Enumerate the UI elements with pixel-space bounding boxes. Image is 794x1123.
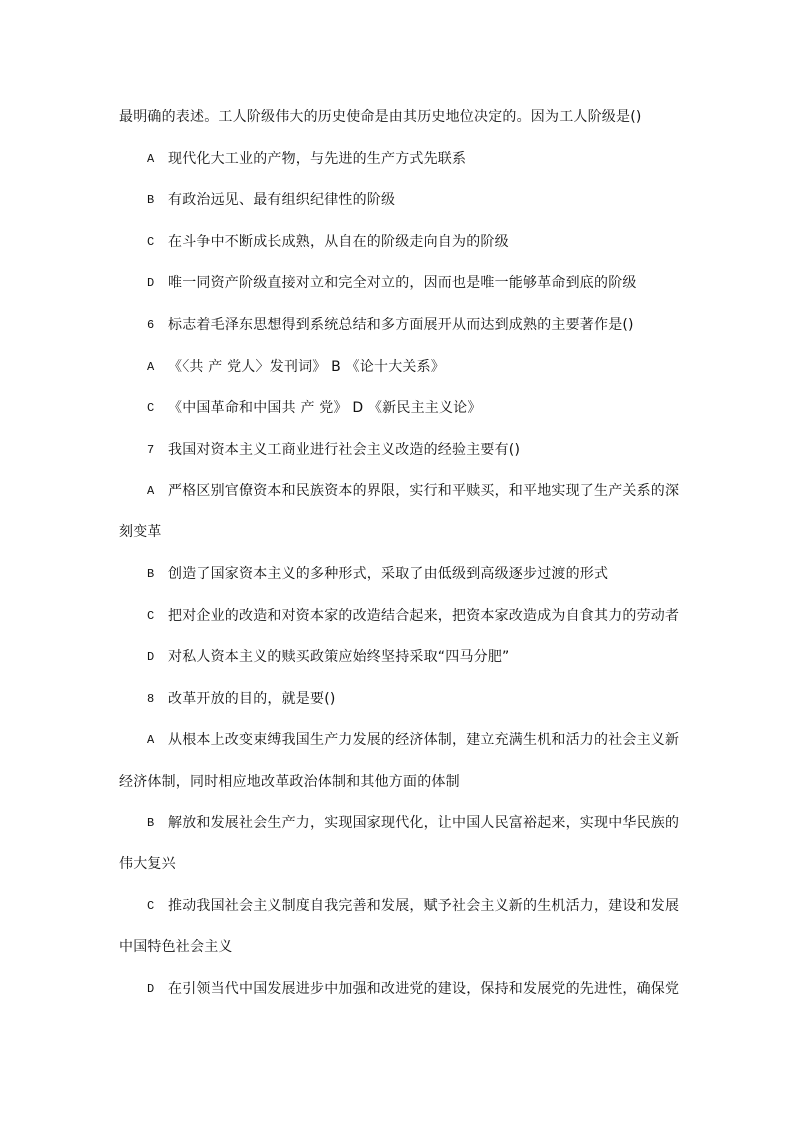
option-label: D [147, 650, 155, 664]
option-label: D [147, 276, 155, 290]
option-text: 把对企业的改造和对资本家的改造结合起来，把资本家改造成为自食其力的劳动者 [168, 608, 680, 624]
option-label: C [147, 899, 155, 913]
option-text: 刻变革 [119, 524, 162, 540]
option-label: B [147, 193, 155, 207]
question-text: 我国对资本主义工商业进行社会主义改造的经验主要有() [168, 442, 521, 458]
option-text: 有政治远见、最有组织纪律性的阶级 [168, 192, 396, 208]
option-text: 创造了国家资本主义的多种形式，采取了由低级到高级逐步过渡的形式 [168, 566, 609, 582]
option-text: 对私人资本主义的赎买政策应始终坚持采取“四马分肥” [168, 649, 510, 665]
question-number: 8 [147, 692, 155, 706]
question-text: 标志着毛泽东思想得到系统总结和多方面展开从而达到成熟的主要著作是() [168, 317, 634, 333]
option-label: A [147, 484, 155, 498]
option-label: D [147, 982, 155, 996]
option-text: 解放和发展社会生产力，实现国家现代化，让中国人民富裕起来，实现中华民族的 [168, 815, 680, 831]
text: 最明确的表述。工人阶级伟大的历史使命是由其历史地位决定的。因为工人阶级是() [119, 109, 642, 125]
option-text: 《中国革命和中国共 产 党》 D 《新民主主义论》 [168, 400, 482, 416]
option-text: 现代化大工业的产物，与先进的生产方式先联系 [168, 151, 467, 167]
option-text: 从根本上改变束缚我国生产力发展的经济体制，建立充满生机和活力的社会主义新 [168, 732, 680, 748]
option-label: A [147, 152, 155, 166]
question-number: 6 [147, 318, 155, 332]
option-text: 唯一同资产阶级直接对立和完全对立的，因而也是唯一能够革命到底的阶级 [168, 275, 637, 291]
option-text: 《〈共 产 党人〉发刊词》 B 《论十大关系》 [168, 359, 446, 375]
option-text: 在斗争中不断成长成熟，从自在的阶级走向自为的阶级 [168, 234, 509, 250]
question-text: 改革开放的目的，就是要() [168, 691, 336, 707]
option-label: C [147, 609, 155, 623]
option-text: 伟大复兴 [119, 856, 176, 872]
option-label: C [147, 401, 155, 415]
option-text: 中国特色社会主义 [119, 939, 233, 955]
option-text: 推动我国社会主义制度自我完善和发展，赋予社会主义新的生机活力，建设和发展 [168, 898, 680, 914]
question-number: 7 [147, 443, 155, 457]
option-label: C [147, 235, 155, 249]
option-text: 严格区别官僚资本和民族资本的界限，实行和平赎买，和平地实现了生产关系的深 [168, 483, 680, 499]
option-label: B [147, 816, 155, 830]
option-label: A [147, 360, 155, 374]
option-text: 经济体制，同时相应地改革政治体制和其他方面的体制 [119, 774, 460, 790]
option-label: B [147, 567, 155, 581]
option-text: 在引领当代中国发展进步中加强和改进党的建设，保持和发展党的先进性，确保党 [168, 981, 680, 997]
option-label: A [147, 733, 155, 747]
